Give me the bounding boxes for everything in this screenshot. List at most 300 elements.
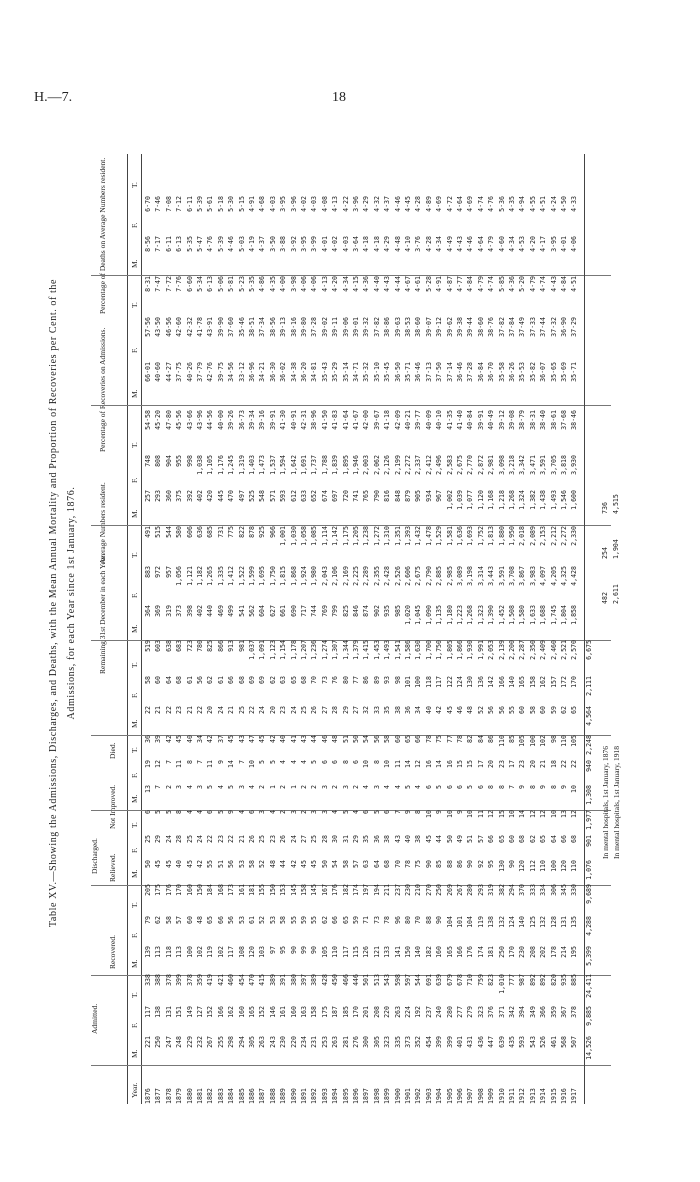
subheader-mft: F. <box>130 692 139 698</box>
data-cell: 39·62 <box>445 317 454 337</box>
data-cell: 5·36 <box>497 196 506 212</box>
data-cell: 38·51 <box>248 317 256 337</box>
data-cell: 255 <box>216 1036 225 1048</box>
data-cell: 42 <box>435 706 444 714</box>
row-year: 1915 <box>549 1088 558 1104</box>
data-cell: 300 <box>362 1036 371 1048</box>
data-cell: 3 <box>310 810 319 814</box>
data-cell: 62 <box>154 916 163 924</box>
data-cell: 36·96 <box>248 362 256 382</box>
data-cell: 51 <box>341 735 350 743</box>
data-cell: 18 <box>549 760 558 768</box>
data-cell: 68 <box>237 676 246 684</box>
data-cell: 3·64 <box>352 236 360 252</box>
data-cell: 3,098 <box>497 455 506 475</box>
data-cell: 8 <box>341 760 350 764</box>
data-cell: 88 <box>424 916 433 924</box>
data-cell: 2,521 <box>560 640 568 660</box>
data-cell: 28 <box>320 835 329 843</box>
data-cell: 1,636 <box>456 526 464 546</box>
data-cell: 22 <box>196 706 204 714</box>
data-cell: 78 <box>383 916 392 924</box>
rotated-table-page <box>43 84 663 1122</box>
data-cell: 48 <box>196 916 204 924</box>
data-cell: 56 <box>372 735 381 743</box>
data-cell: 117 <box>435 676 444 688</box>
data-cell: 66·01 <box>144 362 152 382</box>
data-cell: 319 <box>164 605 173 617</box>
data-cell: 1,930 <box>466 640 475 660</box>
data-cell: 1,452 <box>497 605 506 625</box>
data-cell: 41·18 <box>383 410 392 430</box>
data-cell: 58 <box>341 860 350 868</box>
data-cell: 1,473 <box>258 455 267 475</box>
row-year: 1904 <box>435 1088 444 1104</box>
data-cell: 7·72 <box>164 276 173 292</box>
data-cell: 38·16 <box>289 317 298 337</box>
data-cell: 1,541 <box>393 640 402 660</box>
data-cell: 627 <box>268 605 277 617</box>
data-cell: 4·46 <box>227 236 236 252</box>
data-cell: 4·34 <box>508 236 516 252</box>
data-cell: 16 <box>445 760 454 768</box>
data-cell: 4·36 <box>508 276 516 292</box>
data-cell: 61 <box>216 676 225 684</box>
data-cell: 38·53 <box>404 317 412 337</box>
data-cell: 1,412 <box>227 566 236 586</box>
data-cell: 117 <box>341 946 350 958</box>
subheader-mft: M. <box>130 794 139 803</box>
data-cell: 42 <box>196 860 204 868</box>
data-cell: 250 <box>154 1036 163 1048</box>
data-cell: 25 <box>237 706 246 714</box>
data-cell: 345 <box>560 884 568 896</box>
data-cell: 447 <box>487 1036 496 1048</box>
data-cell: 160 <box>185 884 194 896</box>
data-cell: 402 <box>196 605 204 617</box>
total-cell: 901 <box>584 835 593 847</box>
data-cell: 470 <box>227 490 236 502</box>
data-cell: 48 <box>331 735 340 743</box>
data-cell: 68 <box>175 676 184 684</box>
data-cell: 8 <box>487 785 496 789</box>
data-cell: 4·84 <box>560 276 568 292</box>
data-cell: 544 <box>164 526 173 538</box>
data-cell: 4·18 <box>362 236 371 252</box>
header-admitted: Admitted. <box>90 1003 99 1034</box>
page-number: 18 <box>332 90 346 105</box>
data-cell: 4·79 <box>528 276 537 292</box>
data-cell: 12 <box>539 810 548 818</box>
table-title: Table XV.—Showing the Admissions, Discharges, and Deaths, with the Mean Annual Mortality and Proportion of Recoveries per Cent. of the <box>48 278 59 928</box>
data-cell: 12 <box>570 810 579 818</box>
data-cell: 8 <box>372 760 381 764</box>
data-cell: 24 <box>164 835 173 843</box>
data-cell: 3 <box>289 810 298 814</box>
data-cell: 39·08 <box>508 410 516 430</box>
data-cell: 593 <box>279 490 288 502</box>
data-cell: 392 <box>185 490 194 502</box>
data-cell: 3,471 <box>528 455 537 475</box>
data-cell: 1,950 <box>508 526 516 546</box>
row-year: 1902 <box>414 1088 423 1104</box>
data-cell: 3·99 <box>310 236 319 252</box>
data-cell: 29 <box>154 835 163 843</box>
total-cell: 4,288 <box>584 916 593 936</box>
data-cell: 270 <box>424 884 433 896</box>
data-cell: 1,788 <box>320 455 329 475</box>
data-cell: 45 <box>258 735 267 743</box>
data-cell: 4·03 <box>268 196 277 212</box>
data-cell: 4·91 <box>248 196 256 212</box>
data-cell: 90 <box>424 860 433 868</box>
data-cell: 47·80 <box>164 410 173 430</box>
data-cell: 7 <box>164 760 173 764</box>
data-cell: 421 <box>216 974 225 986</box>
data-cell: 9 <box>404 810 412 814</box>
data-cell: 130 <box>466 676 475 688</box>
data-cell: 99 <box>300 946 308 954</box>
data-cell: 1,438 <box>539 490 548 510</box>
data-cell: 7 <box>154 785 163 789</box>
data-cell: 24 <box>216 706 225 714</box>
data-cell: 14 <box>404 760 412 768</box>
data-cell: 1,737 <box>310 455 319 475</box>
data-cell: 369 <box>154 605 163 617</box>
data-cell: 60 <box>154 676 163 684</box>
data-cell: 3,867 <box>518 566 527 586</box>
data-cell: 998 <box>185 455 194 467</box>
data-cell: 4·67 <box>404 276 412 292</box>
row-year: 1881 <box>196 1088 204 1104</box>
data-cell: 31 <box>341 835 350 843</box>
data-cell: 39·13 <box>279 317 288 337</box>
data-cell: 4 <box>352 810 360 814</box>
data-cell: 1,493 <box>383 640 392 660</box>
data-cell: 6 <box>362 810 371 814</box>
table-subtitle: Admissions, for each Year since 1st January, 1876. <box>66 486 77 720</box>
data-cell: 232 <box>196 1036 204 1048</box>
data-cell: 1,924 <box>300 566 308 586</box>
data-cell: 678 <box>456 974 464 986</box>
data-cell: 34·56 <box>227 362 236 382</box>
data-cell: 4·40 <box>372 276 381 292</box>
data-cell: 5·39 <box>216 236 225 252</box>
data-cell: 43·96 <box>196 410 204 430</box>
data-cell: 5·06 <box>216 276 225 292</box>
data-cell: 7 <box>237 760 246 764</box>
data-cell: 10 <box>570 785 579 793</box>
data-cell: 4·68 <box>258 196 267 212</box>
data-cell: 335 <box>393 1036 402 1048</box>
data-cell: 64 <box>372 860 381 868</box>
data-cell: 1,839 <box>331 455 340 475</box>
data-cell: 263 <box>331 1036 340 1048</box>
data-cell: 86 <box>456 860 464 868</box>
data-cell: 39 <box>154 735 163 743</box>
data-cell: 466 <box>341 974 350 986</box>
data-cell: 40 <box>175 860 184 868</box>
data-cell: 93 <box>383 676 392 684</box>
row-year: 1893 <box>320 1088 329 1104</box>
data-cell: 2,289 <box>362 566 371 586</box>
data-cell: 178 <box>549 946 558 958</box>
data-cell: 70 <box>414 916 423 924</box>
data-cell: 1,077 <box>466 490 475 510</box>
data-cell: 1,045 <box>414 605 423 625</box>
data-cell: 65 <box>570 706 579 714</box>
data-cell: 3,930 <box>570 455 579 475</box>
data-cell: 5 <box>216 810 225 814</box>
data-cell: 36 <box>144 735 152 743</box>
data-cell: 50 <box>352 735 360 743</box>
data-cell: 142 <box>487 676 496 688</box>
data-cell: 5·81 <box>227 276 236 292</box>
data-cell: 54 <box>362 735 371 743</box>
data-cell: 445 <box>216 490 225 502</box>
data-cell: 22 <box>164 706 173 714</box>
data-cell: 102 <box>196 946 204 958</box>
data-cell: 35·32 <box>362 362 371 382</box>
data-cell: 57 <box>352 860 360 868</box>
data-cell: 382 <box>497 884 506 896</box>
data-cell: 1,633 <box>528 605 537 625</box>
data-cell: 5·03 <box>237 236 246 252</box>
data-cell: 50 <box>144 860 152 868</box>
data-cell: 6 <box>456 785 464 789</box>
data-cell: 1,688 <box>539 605 548 625</box>
data-cell: 50 <box>320 860 329 868</box>
data-cell: 420 <box>206 490 215 502</box>
data-cell: 4,428 <box>570 566 579 586</box>
data-cell: 1,207 <box>300 640 308 660</box>
data-cell: 214 <box>560 946 568 958</box>
data-cell: 37·84 <box>508 317 516 337</box>
data-cell: 158 <box>310 1006 319 1018</box>
data-cell: 5 <box>310 760 319 764</box>
data-cell: 4·84 <box>466 276 475 292</box>
data-cell: 45·20 <box>154 410 163 430</box>
data-cell: 777 <box>508 974 516 986</box>
data-cell: 638 <box>164 640 173 652</box>
header-died: Died. <box>108 742 117 759</box>
data-cell: 44 <box>435 835 444 843</box>
data-cell: 39·11 <box>331 317 340 337</box>
data-cell: 37·29 <box>570 317 579 337</box>
data-cell: 170 <box>570 676 579 688</box>
data-cell: 4·46 <box>466 236 475 252</box>
data-cell: 4·89 <box>424 196 433 212</box>
data-cell: 62 <box>206 676 215 684</box>
data-cell: 1,580 <box>518 605 527 625</box>
data-cell: 37·28 <box>310 317 319 337</box>
data-cell: 36·70 <box>487 362 496 382</box>
data-cell: 697 <box>331 490 340 502</box>
data-cell: 1,020 <box>404 605 412 625</box>
data-cell: 820 <box>549 974 558 986</box>
total-cell: 9,885 <box>584 1006 593 1026</box>
row-year: 1906 <box>456 1088 464 1104</box>
row-year: 1900 <box>393 1088 402 1104</box>
data-cell: 36·07 <box>539 362 548 382</box>
data-cell: 5·35 <box>185 236 194 252</box>
data-cell: 39·02 <box>320 317 329 337</box>
data-cell: 3·96 <box>352 196 360 212</box>
subheader-mft: T. <box>130 552 139 558</box>
data-cell: 1,880 <box>497 526 506 546</box>
data-cell: 36·50 <box>393 362 402 382</box>
header-relieved: Relieved. <box>108 853 117 882</box>
data-cell: 3,591 <box>497 566 506 586</box>
data-cell: 1,123 <box>268 640 277 660</box>
data-cell: 759 <box>476 974 485 986</box>
data-cell: 160 <box>435 946 444 958</box>
data-cell: 1,010 <box>497 974 506 994</box>
data-cell: 955 <box>175 455 184 467</box>
data-cell: 34·81 <box>310 362 319 382</box>
data-cell: 543 <box>383 974 392 986</box>
data-cell: 64 <box>549 835 558 843</box>
data-cell: 36·84 <box>476 362 485 382</box>
rule-line <box>141 154 142 1104</box>
data-cell: 1,182 <box>196 566 204 586</box>
data-cell: 46·56 <box>164 317 173 337</box>
data-cell: 10 <box>508 810 516 818</box>
data-cell: 1,537 <box>268 455 277 475</box>
data-cell: 4·43 <box>549 276 558 292</box>
data-cell: 42 <box>206 735 215 743</box>
data-cell: 110 <box>539 860 548 872</box>
data-cell: 133 <box>383 946 392 958</box>
data-cell: 401 <box>456 1036 464 1048</box>
data-cell: 57 <box>476 835 485 843</box>
data-cell: 376 <box>487 1006 496 1018</box>
data-cell: 48 <box>268 860 277 868</box>
header-percentage-recoveries: Percentage of Recoveries on Admissions. <box>98 327 107 452</box>
data-cell: 6 <box>331 760 340 764</box>
data-cell: 4·44 <box>393 276 402 292</box>
data-cell: 35·71 <box>570 362 579 382</box>
data-cell: 5 <box>466 785 475 789</box>
data-cell: 173 <box>227 884 236 896</box>
data-cell: 40·91 <box>289 410 298 430</box>
data-cell: 4,097 <box>539 566 548 586</box>
data-cell: 580 <box>175 526 184 538</box>
data-cell: 195 <box>570 946 579 958</box>
data-cell: 37·82 <box>497 317 506 337</box>
data-cell: 77 <box>352 676 360 684</box>
data-cell: 131 <box>560 916 568 928</box>
data-cell: 2,526 <box>393 566 402 586</box>
data-cell: 54 <box>331 860 340 868</box>
data-cell: 40 <box>424 706 433 714</box>
data-cell: 37·79 <box>196 362 204 382</box>
data-cell: 4·61 <box>414 276 423 292</box>
data-cell: 446 <box>352 974 360 986</box>
data-cell: 1,804 <box>560 605 568 625</box>
data-cell: 5 <box>404 785 412 789</box>
subheader-mft: T. <box>130 902 139 908</box>
data-cell: 2,583 <box>445 455 454 475</box>
data-cell: 7·17 <box>154 236 163 252</box>
data-cell: 1,268 <box>508 490 516 510</box>
data-cell: 40·49 <box>487 410 496 430</box>
data-cell: 4·72 <box>445 196 454 212</box>
data-cell: 117 <box>144 1006 152 1018</box>
data-cell: 37·34 <box>258 317 267 337</box>
data-cell: 391 <box>279 974 288 986</box>
data-cell: 1,344 <box>341 640 350 660</box>
data-cell: 42·31 <box>300 410 308 430</box>
data-cell: 450 <box>331 974 340 986</box>
data-cell: 3,818 <box>560 455 568 475</box>
data-cell: 39·91 <box>268 410 277 430</box>
data-cell: 4·34 <box>341 276 350 292</box>
total-cell: 1,977 <box>584 810 593 830</box>
data-cell: 35·53 <box>518 362 527 382</box>
data-cell: 35·29 <box>331 362 340 382</box>
data-cell: 192 <box>414 1006 423 1018</box>
data-cell: 101 <box>404 676 412 688</box>
statistics-table <box>91 84 651 1104</box>
data-cell: 140 <box>508 676 516 688</box>
data-cell: 62 <box>528 835 537 843</box>
data-cell: 22 <box>248 706 256 714</box>
data-cell: 24 <box>289 835 298 843</box>
data-cell: 131 <box>164 1006 173 1018</box>
data-cell: 4·94 <box>518 196 527 212</box>
data-cell: 34·71 <box>352 362 360 382</box>
data-cell: 3,983 <box>528 566 537 586</box>
data-cell: 461 <box>549 1036 558 1048</box>
data-cell: 60 <box>539 706 548 714</box>
data-cell: 38·76 <box>487 317 496 337</box>
data-cell: 73 <box>372 916 381 924</box>
data-cell: 4·33 <box>570 196 579 212</box>
data-cell: 15 <box>466 760 475 768</box>
data-cell: 138 <box>487 916 496 928</box>
data-cell: 330 <box>570 884 579 896</box>
footer-note-label: In mental hospitals, 1st January, 1918 <box>611 745 621 859</box>
subheader-mft: M. <box>130 259 139 268</box>
data-cell: 66 <box>227 676 236 684</box>
data-cell: 90 <box>508 860 516 868</box>
footer-note-m: 2,611 <box>611 584 620 604</box>
data-cell: 276 <box>352 1036 360 1048</box>
data-cell: 176 <box>466 946 475 958</box>
data-cell: 1,030 <box>289 526 298 546</box>
data-cell: 4·87 <box>445 276 454 292</box>
data-cell: 150 <box>268 884 277 896</box>
subheader-mft: F. <box>130 847 139 853</box>
data-cell: 61 <box>185 676 194 684</box>
data-cell: 4·77 <box>456 276 464 292</box>
data-cell: 633 <box>300 490 308 502</box>
data-cell: 35·45 <box>383 362 392 382</box>
data-cell: 4·43 <box>456 236 464 252</box>
row-year: 1882 <box>206 1088 215 1104</box>
data-cell: 224 <box>404 1006 412 1018</box>
data-cell: 604 <box>258 605 267 617</box>
data-cell: 4 <box>185 785 194 789</box>
data-cell: 4·24 <box>549 196 558 212</box>
data-cell: 205 <box>144 884 152 896</box>
data-cell: 63 <box>362 860 371 868</box>
data-cell: 892 <box>528 974 537 986</box>
data-cell: 120 <box>560 860 568 872</box>
data-cell: 4 <box>268 810 277 814</box>
data-cell: 90 <box>435 916 444 924</box>
